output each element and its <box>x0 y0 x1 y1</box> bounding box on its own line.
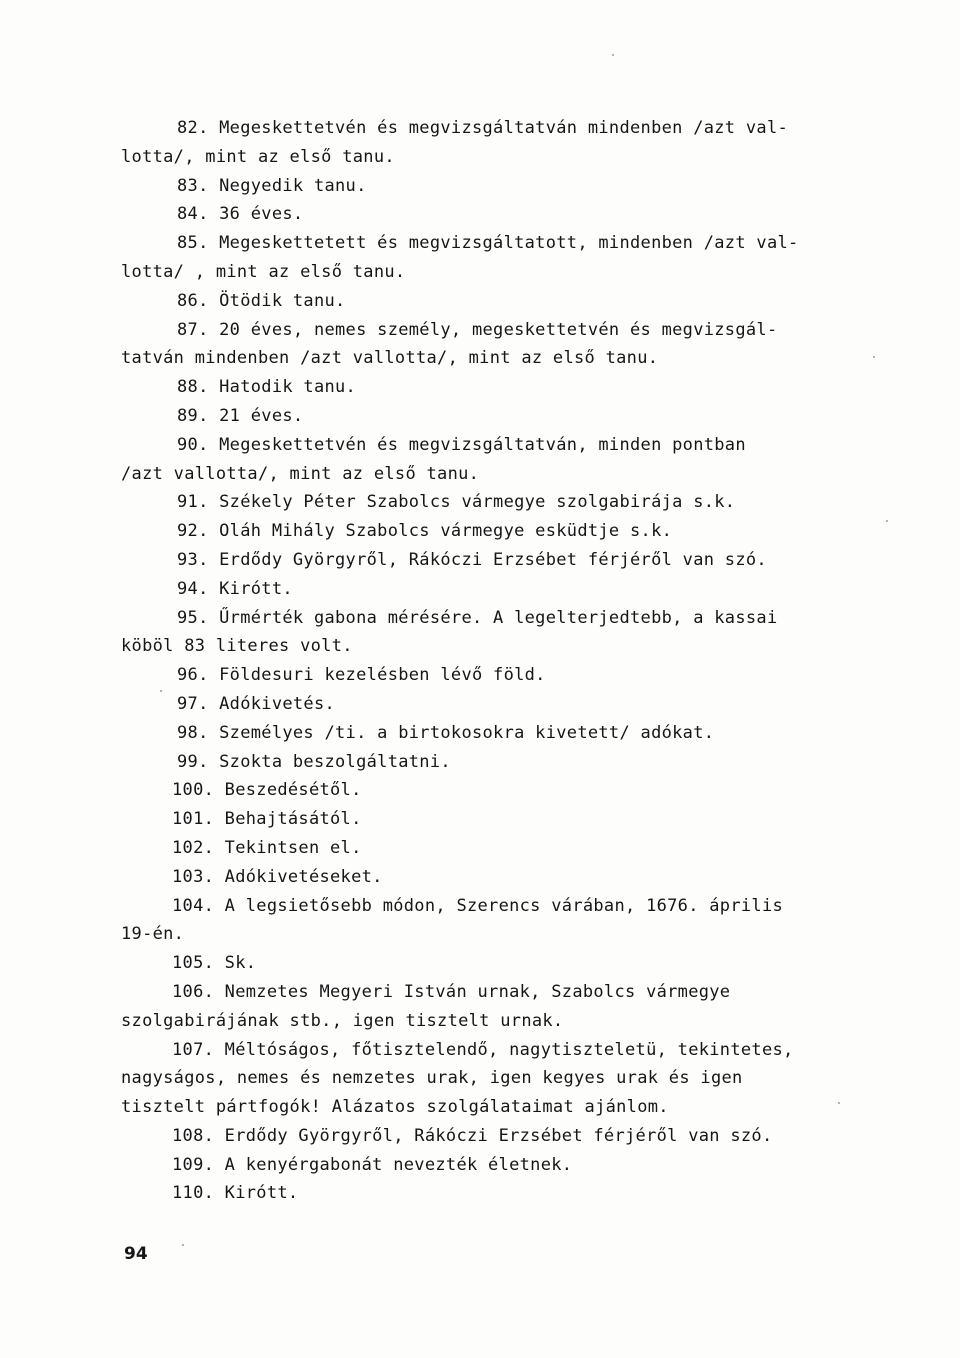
footnote-line-text: 19-én. <box>121 924 185 945</box>
scan-speck <box>886 520 888 522</box>
footnote-line-text: 82. Megeskettetvén és megvizsgáltatván mindenben /azt val- <box>177 118 789 138</box>
footnote-line-text: 106. Nemzetes Megyeri István urnak, Szabolcs vármegye <box>172 981 731 1002</box>
footnote-line-text: nagyságos, nemes és nemzetes urak, igen kegyes urak és igen <box>121 1068 743 1089</box>
footnote-line-text: 102. Tekintsen el. <box>172 837 362 858</box>
footnote-line-text: 90. Megeskettetvén és megvizsgáltatván, minden pontban <box>177 434 746 455</box>
footnote-list <box>0 114 960 1208</box>
footnote-line <box>0 863 960 892</box>
footnote-line <box>0 719 960 748</box>
footnote-line-text: 85. Megeskettetett és megvizsgáltatott, mindenben /azt val- <box>177 233 799 254</box>
footnote-line <box>0 172 960 201</box>
footnote-line <box>0 661 960 690</box>
footnote-line-text: 84. 36 éves. <box>177 204 304 225</box>
footnote-line <box>0 114 960 143</box>
footnote-line <box>0 229 960 258</box>
footnote-line-text: 104. A legsietősebb módon, Szerencs várában, 1676. április <box>172 895 784 916</box>
footnote-line-text: /azt vallotta/, mint az első tanu. <box>121 463 480 484</box>
footnote-line <box>0 431 960 460</box>
footnote-line <box>0 604 960 633</box>
footnote-line-text: lotta/, mint az első tanu. <box>121 146 395 167</box>
footnote-line <box>0 344 960 373</box>
footnote-line-text: tatván mindenben /azt vallotta/, mint az első tanu. <box>121 348 659 369</box>
footnote-line-text: 94. Kirótt. <box>177 578 293 599</box>
footnote-line-text: lotta/ , mint az első tanu. <box>121 261 406 282</box>
footnote-line <box>0 258 960 287</box>
footnote-line <box>0 460 960 489</box>
scan-speck <box>182 1244 184 1246</box>
footnote-line <box>0 488 960 517</box>
footnote-line-text: 110. Kirótt. <box>172 1183 299 1204</box>
footnote-line-text: 95. Űrmérték gabona mérésére. A legelterjedtebb, a kassai <box>177 607 778 628</box>
footnote-line <box>0 632 960 661</box>
footnote-line <box>0 748 960 777</box>
scan-speck <box>838 1102 840 1104</box>
footnote-line-text: 96. Földesuri kezelésben lévő föld. <box>177 665 546 686</box>
footnote-line-text: 108. Erdődy Györgyről, Rákóczi Erzsébet férjéről van szó. <box>172 1125 773 1146</box>
footnote-line <box>0 1093 960 1122</box>
footnote-line <box>0 200 960 229</box>
footnote-line-text: 89. 21 éves. <box>177 405 304 426</box>
footnote-line-text: 101. Behajtásától. <box>172 809 362 830</box>
footnote-line <box>0 546 960 575</box>
footnote-line <box>0 1179 960 1208</box>
page-number: 94 <box>124 1244 148 1264</box>
footnote-line-text: 100. Beszedésétől. <box>172 780 362 801</box>
footnote-line <box>0 1122 960 1151</box>
scan-speck <box>612 54 614 56</box>
footnote-line-text: 88. Hatodik tanu. <box>177 377 357 398</box>
footnote-line-text: köböl 83 literes volt. <box>121 636 353 657</box>
footnote-line <box>0 776 960 805</box>
footnote-line <box>0 1036 960 1065</box>
footnote-line-text: 91. Székely Péter Szabolcs vármegye szolgabirája s.k. <box>177 492 736 513</box>
footnote-line <box>0 834 960 863</box>
footnote-line <box>0 920 960 949</box>
footnote-line <box>0 373 960 402</box>
footnote-line <box>0 949 960 978</box>
footnote-line-text: 109. A kenyérgabonát nevezték életnek. <box>172 1154 573 1175</box>
footnote-line <box>0 402 960 431</box>
footnote-line <box>0 517 960 546</box>
scan-speck <box>160 690 162 692</box>
footnote-line-text: szolgabirájának stb., igen tisztelt urnak. <box>121 1010 564 1031</box>
footnote-line-text: 83. Negyedik tanu. <box>177 175 367 196</box>
footnote-line <box>0 978 960 1007</box>
footnote-line <box>0 1007 960 1036</box>
footnote-line-text: 87. 20 éves, nemes személy, megeskettetvén és megvizsgál- <box>177 319 778 340</box>
footnote-line-text: 107. Méltóságos, főtisztelendő, nagytiszteletü, tekintetes, <box>172 1039 794 1060</box>
footnote-line <box>0 316 960 345</box>
footnote-line-text: 103. Adókivetéseket. <box>172 866 383 887</box>
footnote-line <box>0 143 960 172</box>
footnote-line-text: 86. Ötödik tanu. <box>177 290 346 311</box>
footnote-line <box>0 287 960 316</box>
footnote-line-text: 92. Oláh Mihály Szabolcs vármegye esküdtje s.k. <box>177 521 673 542</box>
scan-speck <box>873 356 875 358</box>
footnote-line-text: 105. Sk. <box>172 953 257 974</box>
footnote-line-text: 99. Szokta beszolgáltatni. <box>177 751 451 772</box>
footnote-line-text: 98. Személyes /ti. a birtokosokra kivetett/ adókat. <box>177 722 715 743</box>
footnote-line <box>0 1151 960 1180</box>
footnote-line <box>0 1064 960 1093</box>
footnote-line <box>0 892 960 921</box>
footnote-line-text: 93. Erdődy Györgyről, Rákóczi Erzsébet férjéről van szó. <box>177 549 767 570</box>
footnote-line-text: tisztelt pártfogók! Alázatos szolgálataimat ajánlom. <box>121 1097 669 1118</box>
footnote-line-text: 97. Adókivetés. <box>177 693 336 714</box>
footnote-line <box>0 575 960 604</box>
footnote-line <box>0 805 960 834</box>
footnote-line <box>0 690 960 719</box>
